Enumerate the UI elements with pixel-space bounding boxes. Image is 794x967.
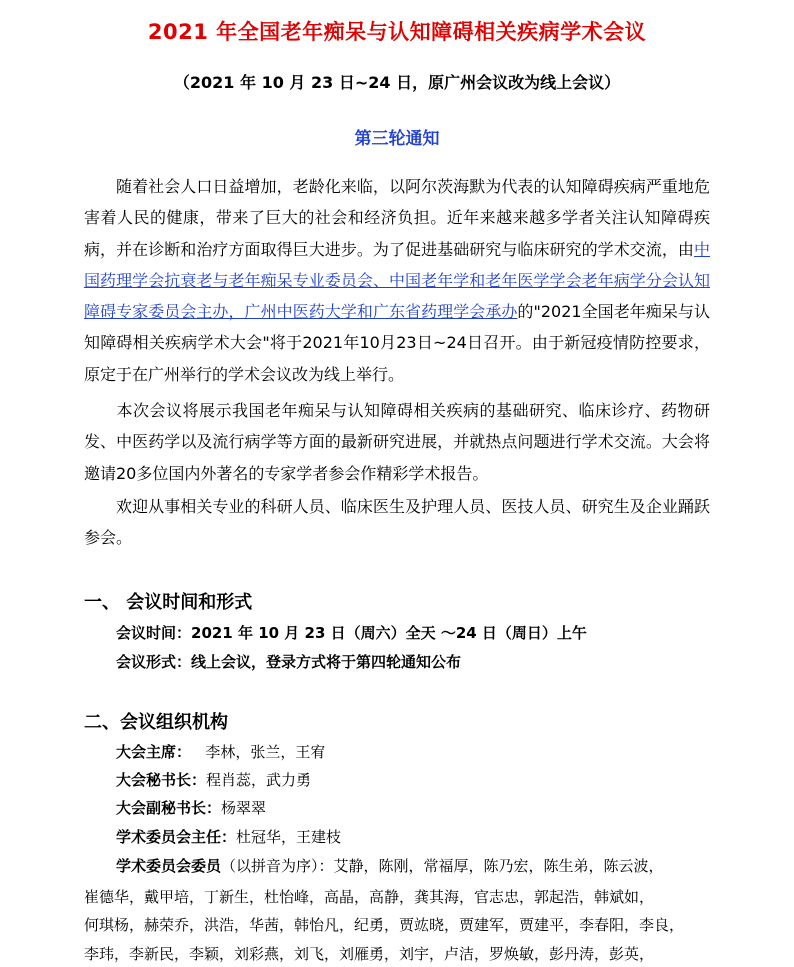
committee-members-note: （以拼音为序）：艾静，陈刚，常福厚，陈乃宏，陈生弟，陈云波， [221, 857, 664, 875]
notice-round-heading: 第三轮通知 [354, 129, 440, 149]
chair-label: 大会主席： [116, 743, 192, 761]
members-line-3: 何琪杨，赫荣乔，洪浩，华茜，韩怡凡，纪勇，贾竑晓，贾建军，贾建平，李春阳，李良， [84, 916, 685, 934]
organizers-link[interactable]: 中国药理学会抗衰老与老年痴呆专业委员会、中国老年学和老年医学学会老年病学分会认知障碍专家委员会主办，广州中医药大学和广东省药理学会承办 [84, 239, 710, 322]
section1-heading: 一、 会议时间和形式 [84, 592, 253, 613]
members-line-4: 李玮，李新民，李颖，刘彩燕，刘飞，刘雁勇，刘宇，卢洁，罗焕敏，彭丹涛，彭英， [84, 945, 655, 963]
committee-members-line [116, 855, 664, 876]
committee-chair-names: 杜冠华，王建枝 [236, 828, 342, 846]
committee-members-label: 学术委员会委员 [116, 857, 222, 875]
committee-chair-label: 学术委员会主任： [116, 828, 237, 846]
intro-paragraph-2 [84, 395, 710, 489]
meeting-format-text: 会议形式：线上会议，登录方式将于第四轮通知公布 [116, 653, 462, 671]
chair-names: 李林，张兰，王宥 [191, 743, 326, 761]
vice-secretary-label: 大会副秘书长： [116, 799, 222, 817]
page-title: 2021 年全国老年痴呆与认知障碍相关疾病学术会议 [147, 20, 647, 44]
secretary-label: 大会秘书长： [116, 771, 207, 789]
chair-line [116, 741, 325, 762]
vice-secretary-line [116, 797, 266, 818]
intro-text-a: 随着社会人口日益增加，老龄化来临，以阿尔茨海默为代表的认知障碍疾病严重地危害着人民的健康，带来了巨大的社会和经济负担。近年来越来越多学者关注认知障碍疾病，并在诊断和治疗方面取得巨大进步。为了促进基础研究与临床研究的学术交流，由 [84, 177, 710, 259]
intro-text-b: 的"2021全国老年痴呆与认知障碍相关疾病学术大会"将于2021年10月23日~24日召开。由于新冠疫情防控要求，原定于在广州举行的学术会议改为线上举行。 [84, 302, 710, 384]
meeting-format [116, 651, 461, 672]
meeting-time [116, 622, 587, 643]
secretary-line [116, 769, 311, 790]
intro-p3-text: 欢迎从事相关专业的科研人员、临床医生及护理人员、医技人员、研究生及企业踊跃参会。 [84, 497, 710, 548]
secretary-names: 程肖蕊，武力勇 [206, 771, 312, 789]
intro-paragraph-1 [84, 171, 710, 390]
committee-chair-line [116, 826, 341, 847]
meeting-time-text: 会议时间：2021 年 10 月 23 日（周六）全天 ～24 日（周日）上午 [116, 624, 587, 642]
section2-heading: 二、会议组织机构 [84, 712, 228, 733]
vice-secretary-names: 杨翠翠 [221, 799, 267, 817]
intro-paragraph-3 [84, 491, 710, 554]
page-subtitle: （2021 年 10 月 23 日~24 日，原广州会议改为线上会议） [173, 73, 621, 92]
members-line-2: 崔德华，戴甲培，丁新生，杜怡峰，高晶，高静，龚其海，官志忠，郭起浩，韩斌如， [84, 888, 655, 906]
intro-p2-text: 本次会议将展示我国老年痴呆与认知障碍相关疾病的基础研究、临床诊疗、药物研发、中医药学以及流行病学等方面的最新研究进展，并就热点问题进行学术交流。大会将邀请20多位国内外著名的专家学者参会作精彩学术报告。 [84, 401, 710, 483]
